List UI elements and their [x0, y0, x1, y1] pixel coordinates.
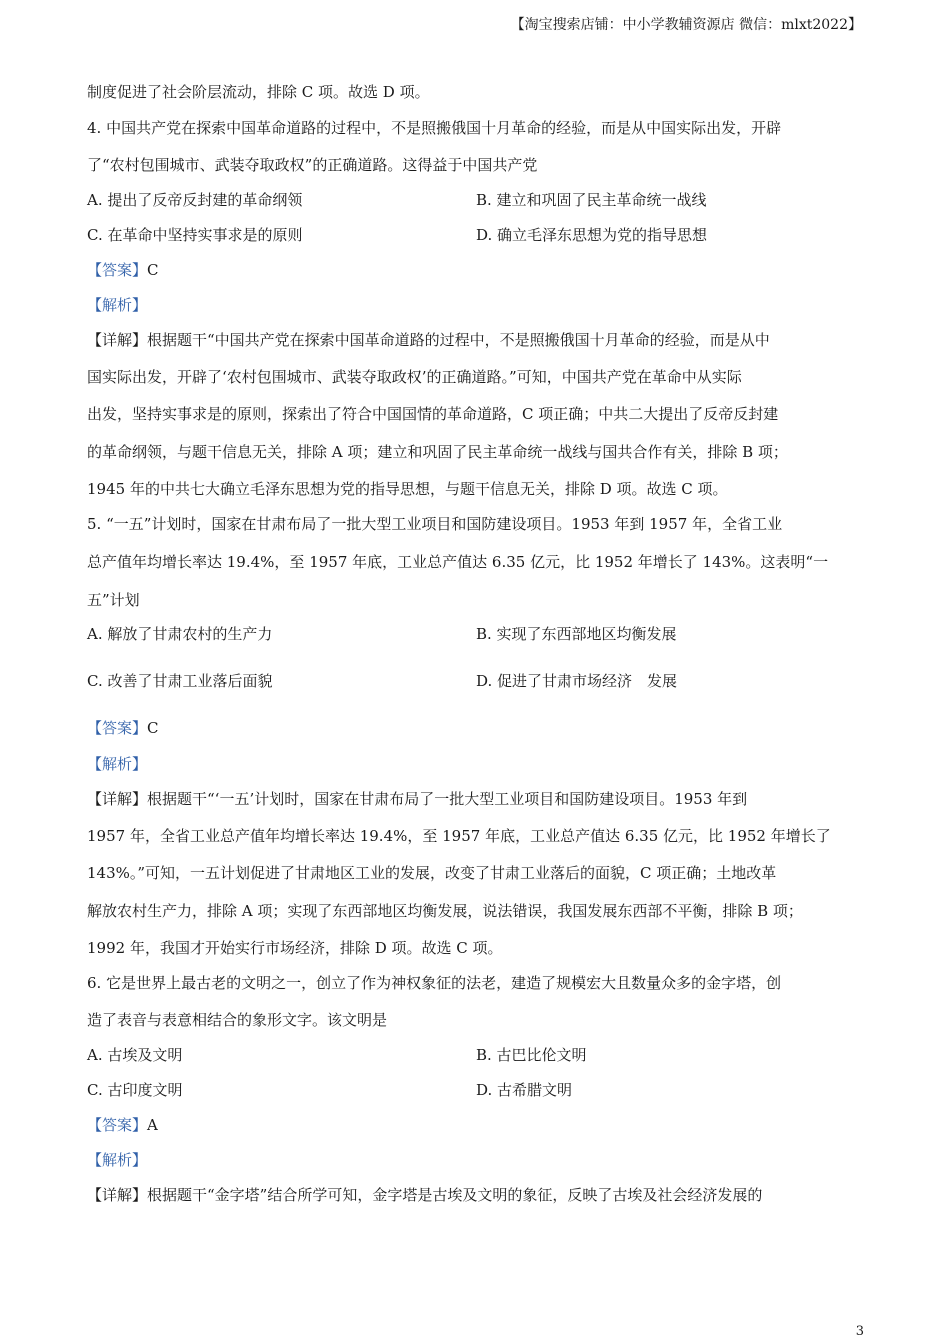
q4-detail-line-5: 1945 年的中共七大确立毛泽东思想为党的指导思想，与题干信息无关，排除 D 项。故选 C 项。 — [87, 480, 728, 498]
q5-option-a: A. 解放了甘肃农村的生产力 — [87, 625, 273, 643]
q6-answer-value: A — [147, 1116, 158, 1134]
q6-stem-line-1: 6. 它是世界上最古老的文明之一，创立了作为神权象征的法老，建造了规模宏大且数量众多的金字塔，创 — [87, 974, 782, 992]
q4-stem-line-2: 了“农村包围城市、武装夺取政权”的正确道路。这得益于中国共产党 — [87, 156, 538, 174]
detail-label: 【详解】 — [87, 331, 148, 349]
q6-stem-line-2: 造了表音与表意相结合的象形文字。该文明是 — [87, 1011, 388, 1029]
q5-detail-line-4: 解放农村生产力，排除 A 项；实现了东西部地区均衡发展，说法错误，我国发展东西部不平衡，排除 B 项； — [87, 902, 803, 920]
q5-option-b: B. 实现了东西部地区均衡发展 — [476, 625, 677, 643]
q5-stem-line-2: 总产值年均增长率达 19.4%，至 1957 年底，工业总产值达 6.35 亿元，比 1952 年增长了 143%。这表明“一 — [87, 553, 829, 571]
answer-label: 【答案】 — [87, 719, 148, 737]
q5-detail-line-3: 143%。”可知，一五计划促进了甘肃地区工业的发展，改变了甘肃工业落后的面貌，C 项正确；土地改革 — [87, 864, 777, 882]
q4-detail-line-3: 出发，坚持实事求是的原则，探索出了符合中国国情的革命道路，C 项正确；中共二大提出了反帝反封建 — [87, 405, 779, 423]
q6-analysis-label: 【解析】 — [87, 1151, 148, 1169]
q6-option-c: C. 古印度文明 — [87, 1081, 183, 1099]
q4-option-a: A. 提出了反帝反封建的革命纲领 — [87, 191, 303, 209]
q6-detail-line-1 — [87, 1184, 762, 1205]
q4-detail-line-2: 国实际出发，开辟了‘农村包围城市、武装夺取政权’的正确道路。”可知，中国共产党在革命中从实际 — [87, 368, 742, 386]
q5-stem-line-3: 五”计划 — [87, 591, 140, 609]
q4-option-b: B. 建立和巩固了民主革命统一战线 — [476, 191, 707, 209]
q5-option-d: D. 促进了甘肃市场经济 发展 — [476, 672, 678, 690]
page-number: 3 — [855, 1324, 864, 1339]
q5-answer — [87, 717, 159, 738]
q5-answer-value: C — [147, 719, 159, 737]
q5-stem-line-1: 5. “一五”计划时，国家在甘肃布局了一批大型工业项目和国防建设项目。1953 年到 1957 年，全省工业 — [87, 515, 783, 533]
answer-label: 【答案】 — [87, 1116, 148, 1134]
page-header: 【淘宝搜索店铺：中小学教辅资源店 微信：mlxt2022】 — [510, 17, 862, 33]
q4-answer — [87, 259, 159, 280]
q4-detail-line-1 — [87, 329, 770, 350]
q5-detail-line-1 — [87, 788, 747, 809]
q5-analysis-label: 【解析】 — [87, 755, 148, 773]
q4-stem-line-1: 4. 中国共产党在探索中国革命道路的过程中，不是照搬俄国十月革命的经验，而是从中国实际出发，开辟 — [87, 119, 782, 137]
q4-option-d: D. 确立毛泽东思想为党的指导思想 — [476, 226, 708, 244]
q6-answer — [87, 1114, 158, 1135]
q4-answer-value: C — [147, 261, 159, 279]
q6-detail-text-1: 根据题干“金字塔”结合所学可知，金字塔是古埃及文明的象征，反映了古埃及社会经济发展的 — [147, 1186, 763, 1204]
q4-analysis-label: 【解析】 — [87, 296, 148, 314]
q5-detail-text-1: 根据题干“‘一五’计划时，国家在甘肃布局了一批大型工业项目和国防建设项目。1953 年到 — [147, 790, 748, 808]
q5-option-c: C. 改善了甘肃工业落后面貌 — [87, 672, 273, 690]
q4-detail-line-4: 的革命纲领，与题干信息无关，排除 A 项；建立和巩固了民主革命统一战线与国共合作有关，排除 B 项； — [87, 443, 788, 461]
detail-label: 【详解】 — [87, 1186, 148, 1204]
previous-question-conclusion: 制度促进了社会阶层流动，排除 C 项。故选 D 项。 — [87, 83, 430, 101]
q4-option-c: C. 在革命中坚持实事求是的原则 — [87, 226, 303, 244]
q4-detail-text-1: 根据题干“中国共产党在探索中国革命道路的过程中，不是照搬俄国十月革命的经验，而是从中 — [147, 331, 770, 349]
q5-detail-line-2: 1957 年，全省工业总产值年均增长率达 19.4%，至 1957 年底，工业总产值达 6.35 亿元，比 1952 年增长了 — [87, 827, 831, 845]
q6-option-b: B. 古巴比伦文明 — [476, 1046, 587, 1064]
q6-option-a: A. 古埃及文明 — [87, 1046, 183, 1064]
q5-detail-line-5: 1992 年，我国才开始实行市场经济，排除 D 项。故选 C 项。 — [87, 939, 503, 957]
detail-label: 【详解】 — [87, 790, 148, 808]
answer-label: 【答案】 — [87, 261, 148, 279]
q6-option-d: D. 古希腊文明 — [476, 1081, 573, 1099]
